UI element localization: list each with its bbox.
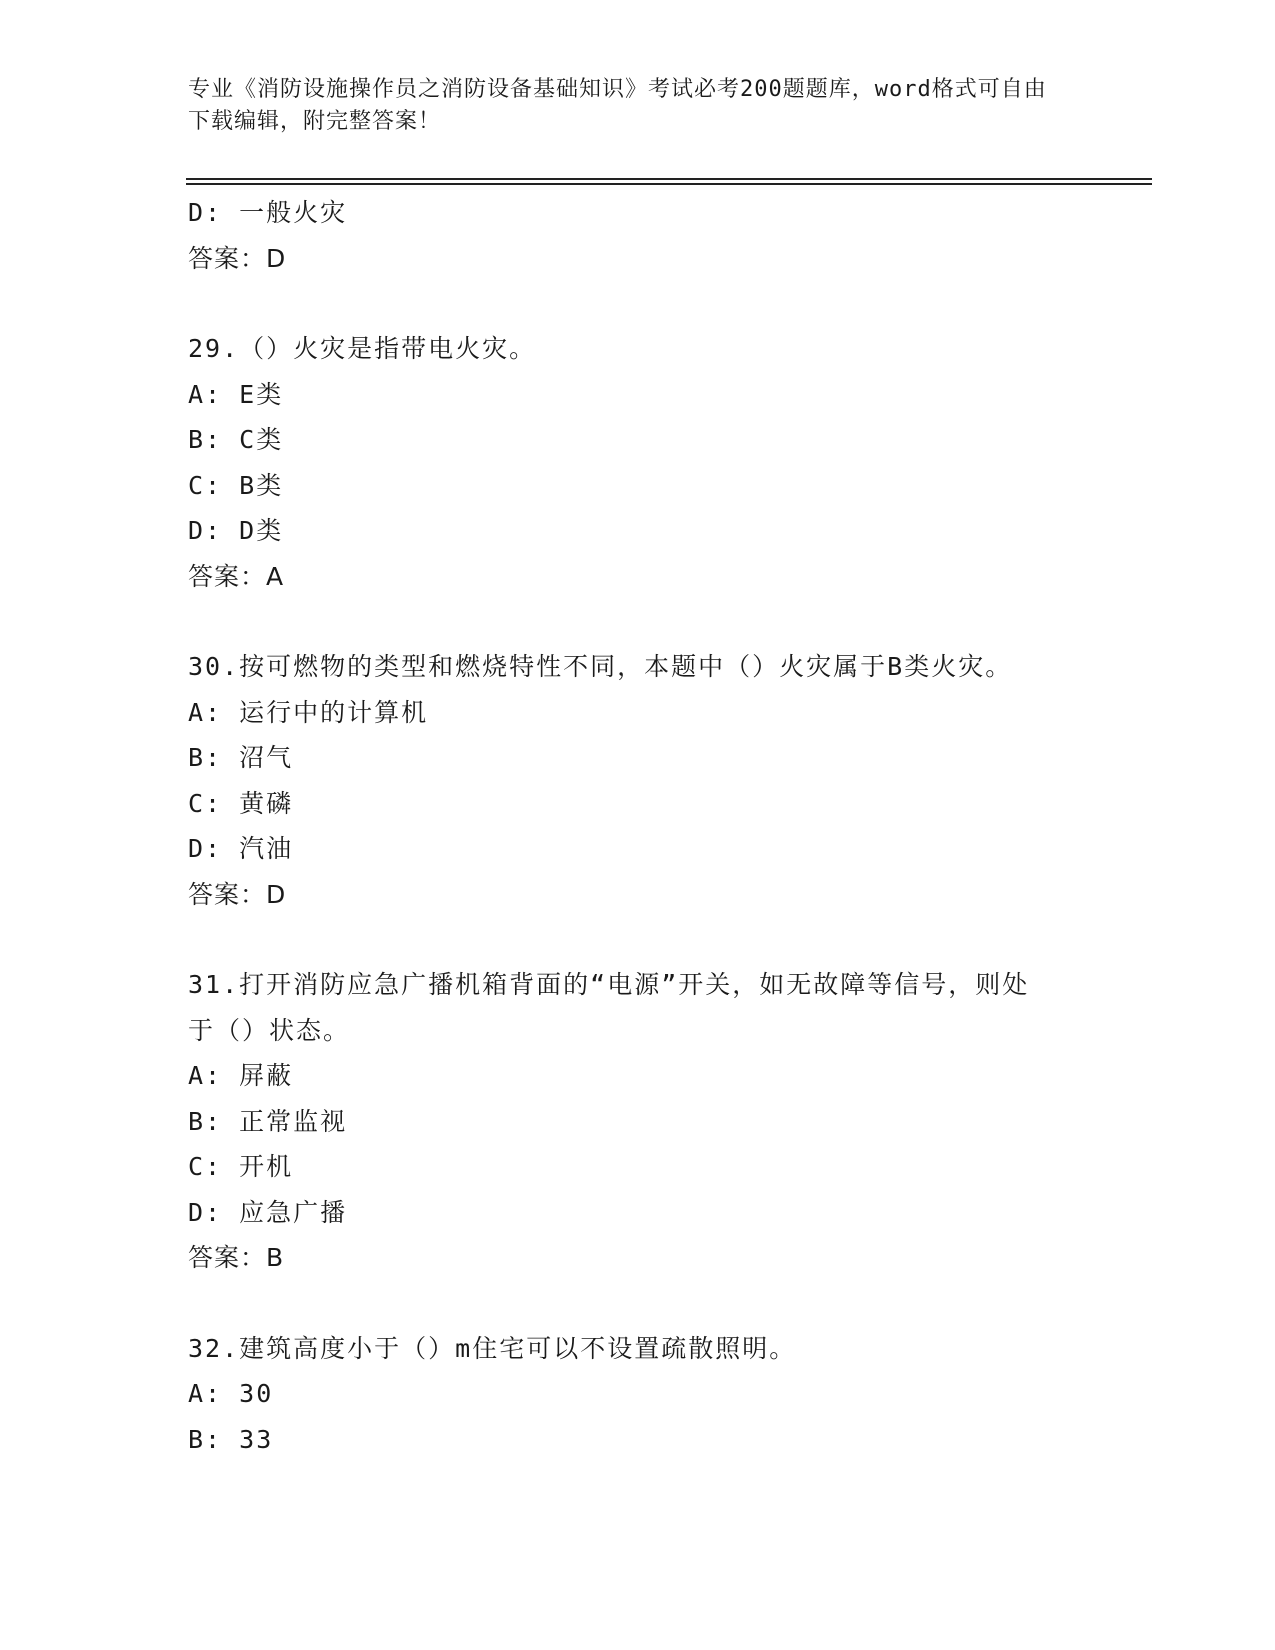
question-block-32 [188, 1326, 1088, 1463]
option-d: D: 汽油 [188, 834, 294, 863]
option-b: B: C类 [188, 425, 284, 454]
answer-line: 答案：A [188, 561, 285, 591]
question-block-29 [188, 326, 1088, 599]
option-b: B: 33 [188, 1424, 274, 1454]
question-block-31 [188, 962, 1088, 1281]
option-d: D: D类 [188, 516, 284, 545]
header-divider-bottom [186, 183, 1152, 185]
document-body [188, 190, 1088, 1462]
option-b: B: 沼气 [188, 743, 294, 772]
option-a: A: 30 [188, 1379, 274, 1408]
option-c: C: 开机 [188, 1152, 294, 1181]
option-c: C: B类 [188, 470, 284, 500]
answer-line: 答案：B [188, 1243, 285, 1272]
question-block-30 [188, 644, 1088, 917]
spacer [188, 281, 1088, 326]
question-text: 32.建筑高度小于（）m住宅可以不设置疏散照明。 [188, 1333, 797, 1363]
option-d: D: 应急广播 [188, 1197, 348, 1227]
answer-line: 答案：D [188, 243, 287, 273]
question-text: 29.（）火灾是指带电火灾。 [188, 334, 537, 363]
option-b: B: 正常监视 [188, 1106, 348, 1136]
header-divider-top [186, 178, 1152, 180]
option-a: A: E类 [188, 379, 284, 409]
spacer [188, 599, 1088, 644]
question-text: 30.按可燃物的类型和燃烧特性不同，本题中（）火灾属于B类火灾。 [188, 652, 1013, 681]
spacer [188, 1281, 1088, 1326]
option-d: D: 一般火灾 [188, 198, 348, 227]
option-a: A: 屏蔽 [188, 1061, 294, 1090]
answer-line: 答案：D [188, 879, 287, 909]
option-a: A: 运行中的计算机 [188, 697, 429, 727]
document-header: 专业《消防设施操作员之消防设备基础知识》考试必考200题题库，word格式可自由下载编辑，附完整答案！ [188, 77, 1047, 134]
option-c: C: 黄磷 [188, 788, 294, 818]
spacer [188, 917, 1088, 962]
question-text: 31.打开消防应急广播机箱背面的“电源”开关，如无故障等信号，则处于（）状态。 [188, 970, 1030, 1045]
question-block-28 [188, 190, 1088, 281]
